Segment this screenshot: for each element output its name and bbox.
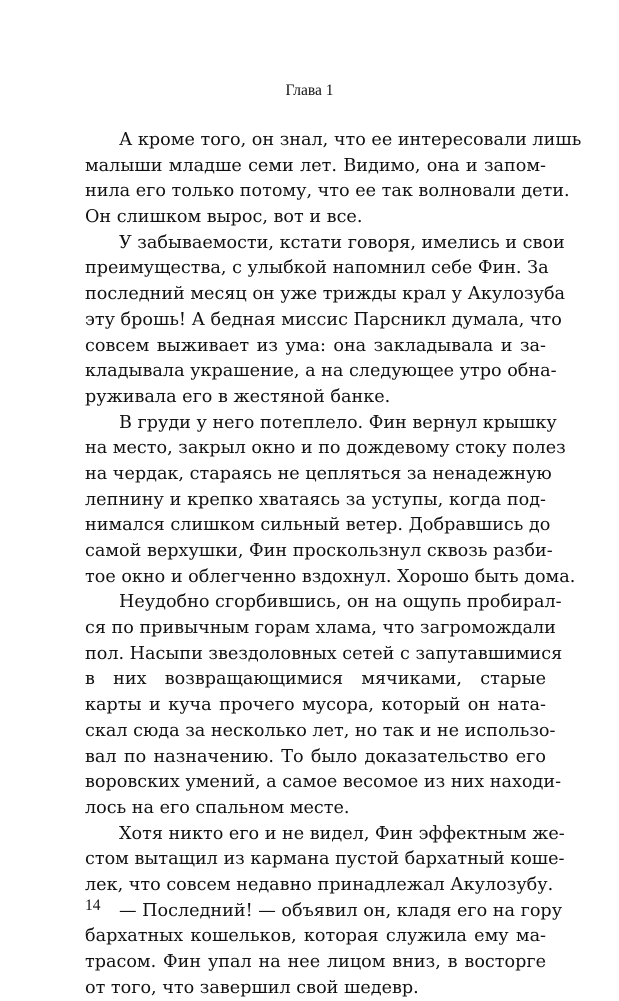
text-line: Хотя никто его и не видел, Фин эффектным же- [119, 823, 565, 844]
text-line: У забываемости, кстати говоря, имелись и свои [119, 232, 565, 253]
text-line: вал по назначению. То было доказательство его [85, 746, 546, 767]
text-line: пол. Насыпи звездоловных сетей с запутавшимися [85, 643, 563, 664]
text-line: нимался слишком сильный ветер. Добравшись до [85, 515, 551, 536]
text-line: скал сюда за несколько лет, но так и не использо- [85, 720, 556, 741]
text-line: эту брошь! А бедная миссис Парсникл думала, что [85, 309, 562, 330]
text-line: на чердак, стараясь не цепляться за ненадежную [85, 463, 552, 484]
text-line: бархатных кошельков, которая служила ему ма- [85, 926, 546, 947]
text-line: Он слишком вырос, вот и все. [85, 207, 363, 228]
text-line: малыши младше семи лет. Видимо, она и запом- [85, 155, 546, 176]
text-line: лек, что совсем недавно принадлежал Акулозубу. [85, 874, 554, 895]
text-line: лепнину и крепко хватаясь за уступы, когда под- [85, 489, 546, 510]
text-line: воровских умений, а самое весомое из них находи- [85, 772, 562, 793]
text-line: нила его только потому, что ее так волновали дети. [85, 181, 570, 202]
paragraph [85, 128, 582, 231]
paragraph [85, 899, 563, 1001]
text-line: преимущества, с улыбкой напомнил себе Фин. За [85, 258, 549, 279]
paragraph [85, 822, 565, 899]
text-line: В груди у него потеплело. Фин вернул крышку [119, 412, 557, 433]
text-line: карты и куча прочего мусора, который он ната- [85, 695, 546, 716]
text-line: кладывала украшение, а на следующее утро обна- [85, 361, 557, 382]
text-line: в них возвращающимися мячиками, старые [85, 669, 546, 690]
paragraph [85, 590, 563, 821]
text-line: ся по привычным горам хлама, что загромождали [85, 618, 556, 639]
paragraph [85, 411, 576, 591]
body-text [85, 128, 582, 1001]
text-line: на место, закрыл окно и по дождевому стоку полез [85, 438, 566, 459]
text-line: от того, что завершил свой шедевр. [85, 977, 419, 998]
text-line: стом вытащил из кармана пустой бархатный коше- [85, 849, 565, 870]
text-line: лось на его спальном месте. [85, 797, 350, 818]
text-line: последний месяц он уже трижды крал у Акулозуба [85, 284, 566, 305]
text-line: совсем выживает из ума: она закладывала и за- [85, 335, 546, 356]
text-line: самой верхушки, Фин проскользнул сквозь разби- [85, 541, 553, 561]
running-header: Глава 1 [285, 82, 334, 99]
text-line: А кроме того, он знал, что ее интересовали лишь [119, 130, 582, 150]
text-line: тое окно и облегченно вздохнул. Хорошо быть дома. [85, 566, 576, 587]
page-number: 14 [85, 897, 101, 914]
text-line: руживала его в жестяной банке. [85, 386, 391, 407]
paragraph [85, 231, 566, 411]
text-line: Неудобно сгорбившись, он на ощупь пробирал- [119, 592, 562, 613]
text-line: — Последний! — объявил он, кладя его на гору [119, 900, 563, 921]
text-line: трасом. Фин упал на нее лицом вниз, в восторге [85, 952, 546, 972]
